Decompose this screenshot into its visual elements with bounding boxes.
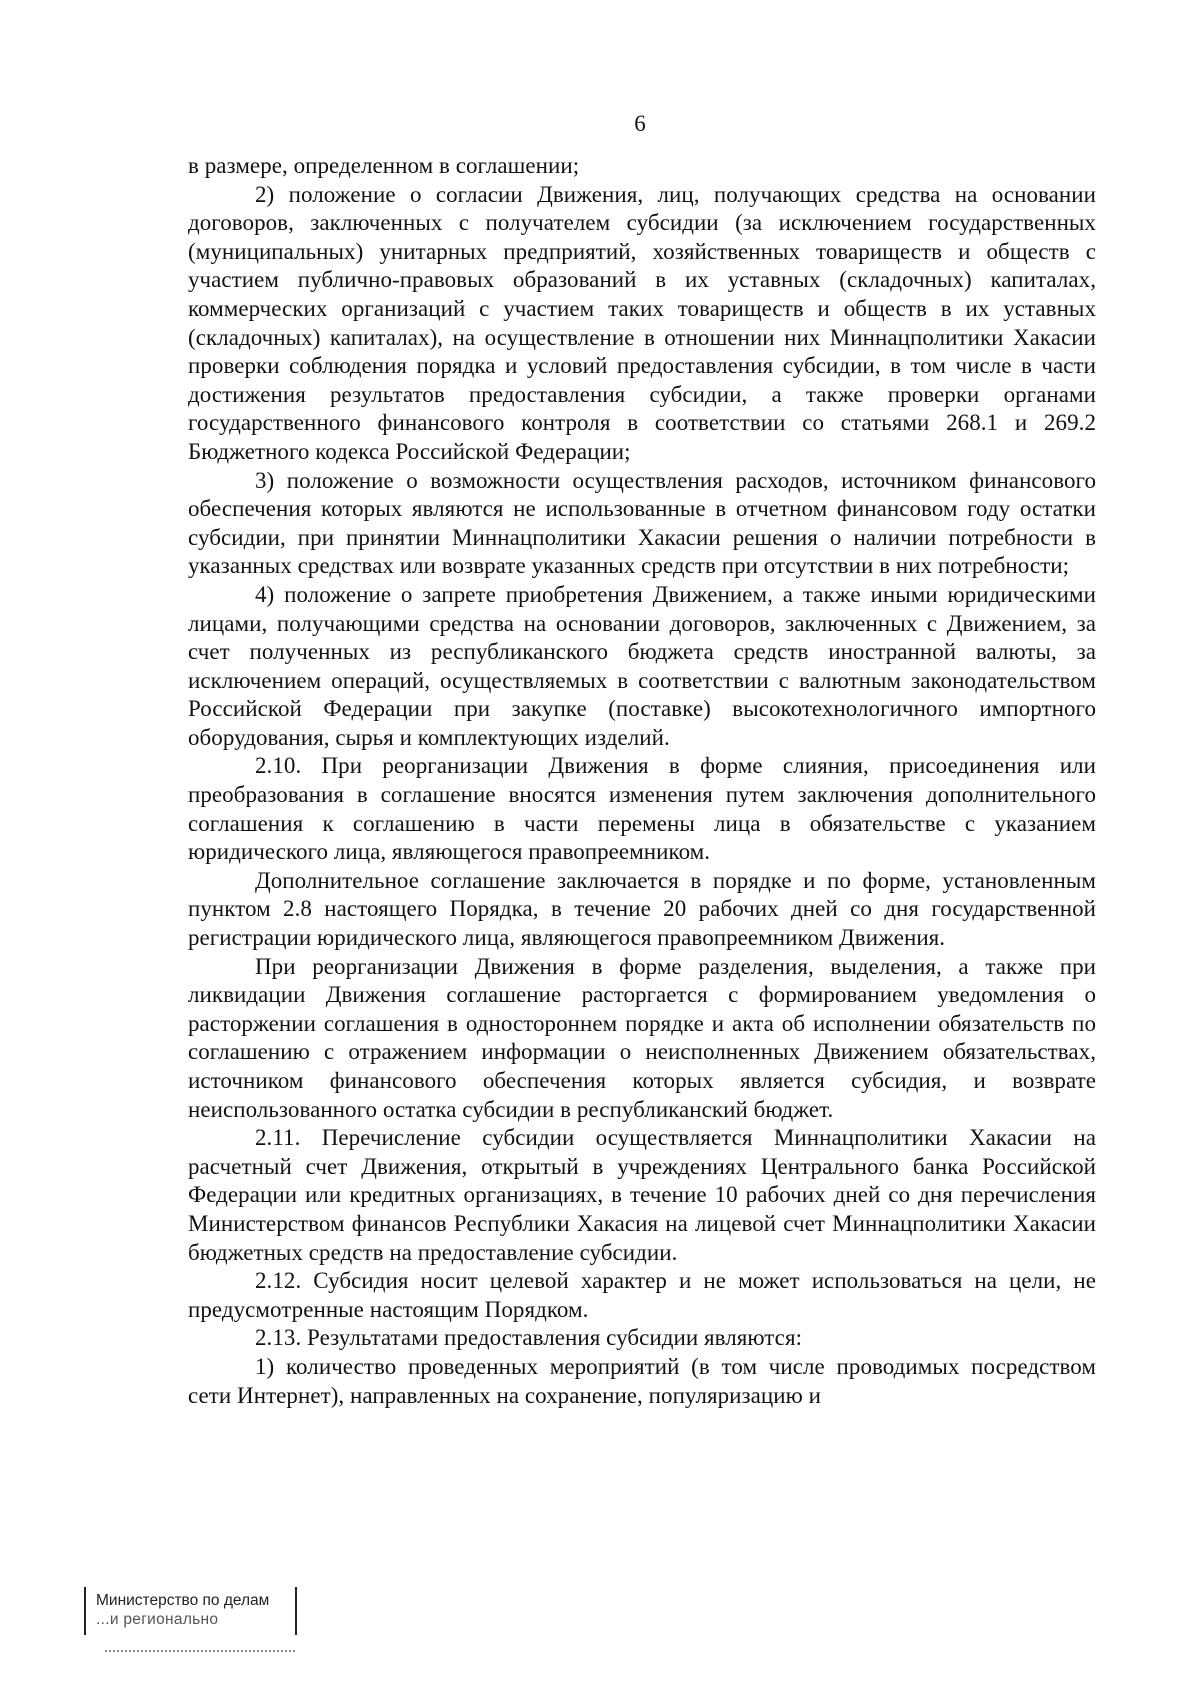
- paragraph-2-13: 2.13. Результатами предоставления субсидии являются:: [255, 1325, 803, 1351]
- paragraph-reorganization: При реорганизации Движения в форме разделения, выделения, а также при ликвидации Движения соглашение расторгается с формированием уведомления о расторжении соглашения в одностороннем порядке и акта об исполнении обязательств по соглашению с отражением информации о неисполненных Движением обязательствах, источником финансового обеспечения которых является субсидия, и возврате неиспользованного остатка субсидии в республиканский бюджет.: [188, 953, 1096, 1122]
- paragraph-2-11: 2.11. Перечисление субсидии осуществляется Миннацполитики Хакасии на расчетный счет Движения, открытый в учреждениях Центрального банка Российской Федерации или кредитных организациях, в течение 10 рабочих дней со дня перечисления Министерством финансов Республики Хакасия на лицевой счет Миннацполитики Хакасии бюджетных средств на предоставление субсидии.: [188, 1125, 1096, 1265]
- document-body: [188, 152, 1096, 1410]
- page-number: 6: [634, 111, 646, 136]
- ministry-stamp: [84, 1587, 297, 1635]
- stamp-line-2: ...и регионально: [96, 1611, 219, 1628]
- paragraph-continuation: в размере, определенном в соглашении;: [188, 153, 580, 178]
- paragraph-2-12: 2.12. Субсидия носит целевой характер и не может использоваться на цели, не предусмотренные настоящим Порядком.: [188, 1268, 1096, 1322]
- stamp-dotted-line: [105, 1650, 295, 1656]
- paragraph-item-4: 4) положение о запрете приобретения Движением, а также иными юридическими лицами, получающими средства на основании договоров, заключенных с Движением, за счет полученных из республиканского бюджета средств иностранной валюты, за исключением операций, осуществляемых в соответствии с валютным законодательством Российской Федерации при закупке (поставке) высокотехнологичного импортного оборудования, сырья и комплектующих изделий.: [188, 581, 1096, 750]
- paragraph-item-2: 2) положение о согласии Движения, лиц, получающих средства на основании договоров, заключенных с получателем субсидии (за исключением государственных (муниципальных) унитарных предприятий, хозяйственных товариществ и обществ с участием публично-правовых образований в их уставных (складочных) капиталах, коммерческих организаций с участием таких товариществ и обществ в их уставных (складочных) капиталах), на осуществление в отношении них Миннацполитики Хакасии проверки соблюдения порядка и условий предоставления субсидии, в том числе в части достижения результатов предоставления субсидии, а также проверки органами государственного финансового контроля в соответствии со статьями 268.1 и 269.2 Бюджетного кодекса Российской Федерации;: [188, 181, 1096, 464]
- paragraph-result-item-1: 1) количество проведенных мероприятий (в том числе проводимых посредством сети Интернет), направленных на сохранение, популяризацию и: [188, 1353, 1096, 1408]
- stamp-line-1: Министерство по делам: [96, 1592, 270, 1609]
- paragraph-item-3: 3) положение о возможности осуществления расходов, источником финансового обеспечения которых являются не использованные в отчетном финансовом году остатки субсидии, при принятии Миннацполитики Хакасии решения о наличии потребности в указанных средствах или возврате указанных средств при отсутствии в них потребности;: [188, 467, 1096, 579]
- paragraph-2-10: 2.10. При реорганизации Движения в форме слияния, присоединения или преобразования в соглашение вносятся изменения путем заключения дополнительного соглашения к соглашению в части перемены лица в обязательстве с указанием юридического лица, являющегося правопреемником.: [188, 753, 1096, 865]
- paragraph-additional-agreement: Дополнительное соглашение заключается в порядке и по форме, установленным пунктом 2.8 настоящего Порядка, в течение 20 рабочих дней со дня государственной регистрации юридического лица, являющегося правопреемником Движения.: [188, 867, 1096, 951]
